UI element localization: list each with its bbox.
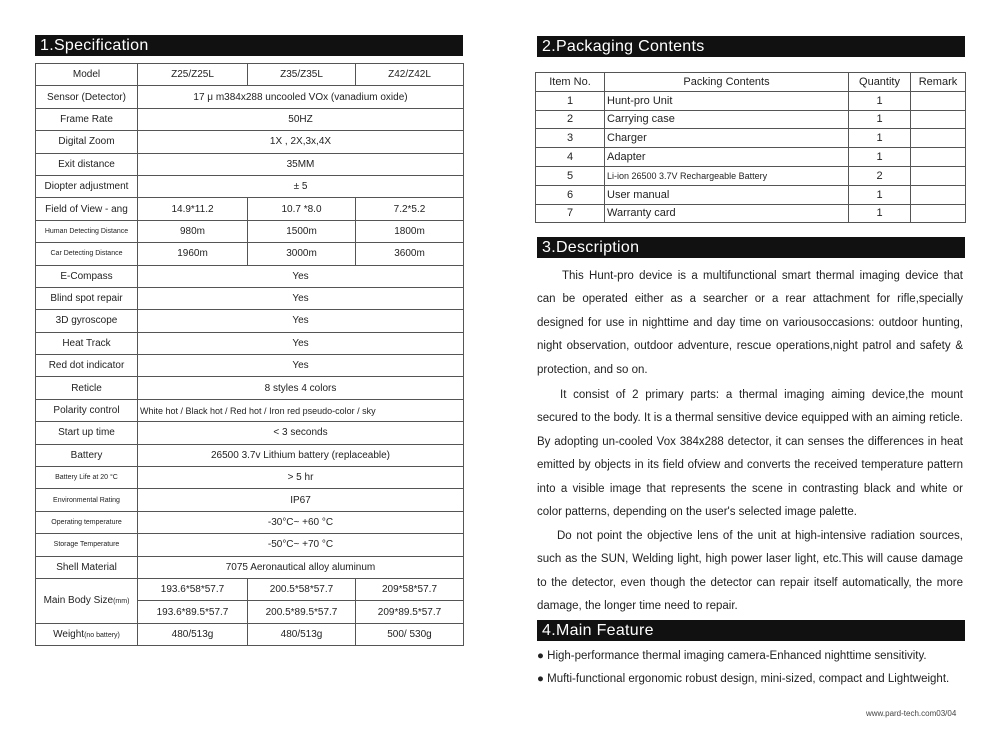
spec-value: Yes <box>138 265 464 287</box>
table-row <box>36 243 464 265</box>
spec-label: Diopter adjustment <box>36 175 138 197</box>
spec-label: Operating temperature <box>36 511 138 533</box>
spec-label: Digital Zoom <box>36 131 138 153</box>
spec-label: Exit distance <box>36 153 138 175</box>
description-paragraph: This Hunt-pro device is a multifunctional smart thermal imaging device that can be operated either as a searcher or a rear attachment for rifle,specially designed for use in nighttime and day time on variousoccasions: outdoor hunting, night observation, outdoor adventure, rescue operations,night patrol and safety & protection, and so on. <box>537 270 963 376</box>
table-row <box>36 64 464 86</box>
spec-label: Storage Temperature <box>36 534 138 556</box>
table-row <box>536 204 966 223</box>
spec-value: 500/ 530g <box>356 623 464 645</box>
table-row <box>536 73 966 92</box>
spec-value: 26500 3.7v Lithium battery (replaceable) <box>138 444 464 466</box>
item-no: 7 <box>536 204 605 223</box>
table-row <box>36 287 464 309</box>
weight-unit: (no battery) <box>84 631 120 639</box>
spec-label: Model <box>36 64 138 86</box>
item-qty: 1 <box>849 129 911 148</box>
item-no: 6 <box>536 185 605 204</box>
spec-label <box>36 578 138 623</box>
table-row <box>36 444 464 466</box>
spec-value: Yes <box>138 332 464 354</box>
description-paragraph: Do not point the objective lens of the unit at high-intensive radiation sources, such as the SUN, Welding light, high power laser light, etc.This will cause damage to the detector, even though the detector can repair itself automatically, the more damage, the longer time need to repair. <box>537 530 963 613</box>
spec-label: Shell Material <box>36 556 138 578</box>
spec-value: 1X , 2X,3x,4X <box>138 131 464 153</box>
item-no: 3 <box>536 129 605 148</box>
spec-label: Sensor (Detector) <box>36 86 138 108</box>
item-qty: 1 <box>849 91 911 110</box>
spec-value: 980m <box>138 220 248 242</box>
size-label: Main Body Size <box>43 595 114 607</box>
spec-label: Red dot indicator <box>36 355 138 377</box>
item-qty: 1 <box>849 204 911 223</box>
spec-value: > 5 hr <box>138 467 464 489</box>
spec-value: -30°C~ +60 °C <box>138 511 464 533</box>
weight-label: Weight <box>53 628 85 640</box>
features-section-title: 4.Main Feature <box>537 620 965 641</box>
spec-value: White hot / Black hot / Red hot / Iron red pseudo-color / sky <box>138 399 464 421</box>
table-row <box>36 534 464 556</box>
spec-value: 7075 Aeronautical alloy aluminum <box>138 556 464 578</box>
table-row <box>536 91 966 110</box>
table-row <box>36 310 464 332</box>
spec-label: Polarity control <box>36 399 138 421</box>
spec-value: 35MM <box>138 153 464 175</box>
spec-value: IP67 <box>138 489 464 511</box>
table-row <box>36 578 464 600</box>
item-qty: 1 <box>849 110 911 129</box>
spec-label: Car Detecting Distance <box>36 243 138 265</box>
table-row <box>36 377 464 399</box>
list-item: ● High-performance thermal imaging camera-Enhanced nighttime sensitivity. <box>537 650 927 662</box>
spec-label: E-Compass <box>36 265 138 287</box>
spec-value: 10.7 *8.0 <box>248 198 356 220</box>
item-qty: 2 <box>849 166 911 185</box>
spec-value: -50°C~ +70 °C <box>138 534 464 556</box>
table-row <box>36 467 464 489</box>
item-name: Hunt-pro Unit <box>605 91 849 110</box>
spec-value: 7.2*5.2 <box>356 198 464 220</box>
spec-value: 209*89.5*57.7 <box>356 601 464 623</box>
spec-label: Battery <box>36 444 138 466</box>
table-row <box>36 265 464 287</box>
spec-value: 480/513g <box>248 623 356 645</box>
spec-value: Yes <box>138 355 464 377</box>
spec-label: Human Detecting Distance <box>36 220 138 242</box>
item-no: 1 <box>536 91 605 110</box>
spec-value: 209*58*57.7 <box>356 578 464 600</box>
spec-label: Battery Life at 20 °C <box>36 467 138 489</box>
table-row <box>536 148 966 167</box>
table-row <box>36 175 464 197</box>
table-row <box>36 131 464 153</box>
table-row <box>36 355 464 377</box>
packing-header: Packing Contents <box>605 73 849 92</box>
item-no: 4 <box>536 148 605 167</box>
size-unit: (mm) <box>113 598 130 606</box>
spec-label: Start up time <box>36 422 138 444</box>
spec-value: 200.5*58*57.7 <box>248 578 356 600</box>
spec-model: Z35/Z35L <box>248 64 356 86</box>
spec-label <box>36 623 138 645</box>
spec-value: 480/513g <box>138 623 248 645</box>
spec-label: Frame Rate <box>36 108 138 130</box>
spec-value: 14.9*11.2 <box>138 198 248 220</box>
table-row <box>36 399 464 421</box>
spec-value: 193.6*89.5*57.7 <box>138 601 248 623</box>
spec-value: Yes <box>138 310 464 332</box>
item-name: Warranty card <box>605 204 849 223</box>
spec-label: Heat Track <box>36 332 138 354</box>
item-qty: 1 <box>849 185 911 204</box>
table-row <box>36 332 464 354</box>
description-paragraph: It consist of 2 primary parts: a thermal imaging aiming device,the mount secured to the body. It is a thermal sensitive device equipped with an aiming reticle. By adopting un-cooled Vox 384x288 detector, it can senses the differences in heat emitted by objects in its field ofview and converts the received temperature pattern into a visible image that represents the scene in contrasting black and white or color patterns, depending on the user's selected image palette. <box>537 389 963 519</box>
item-name: Li-ion 26500 3.7V Rechargeable Battery <box>605 166 849 185</box>
packing-header: Quantity <box>849 73 911 92</box>
spec-value: 50HZ <box>138 108 464 130</box>
item-remark <box>911 148 966 167</box>
item-name: Charger <box>605 129 849 148</box>
packing-header: Remark <box>911 73 966 92</box>
table-row <box>36 108 464 130</box>
item-name: Adapter <box>605 148 849 167</box>
item-remark <box>911 204 966 223</box>
spec-value: 1500m <box>248 220 356 242</box>
packing-section-title: 2.Packaging Contents <box>537 36 965 57</box>
table-row <box>36 511 464 533</box>
spec-value: 8 styles 4 colors <box>138 377 464 399</box>
description-section-title: 3.Description <box>537 237 965 258</box>
item-remark <box>911 185 966 204</box>
item-remark <box>911 91 966 110</box>
table-row <box>536 166 966 185</box>
table-row <box>536 110 966 129</box>
table-row <box>36 489 464 511</box>
spec-label: Field of View - ang <box>36 198 138 220</box>
item-remark <box>911 166 966 185</box>
feature-list <box>537 645 965 691</box>
table-row <box>36 623 464 645</box>
spec-model: Z42/Z42L <box>356 64 464 86</box>
item-remark <box>911 129 966 148</box>
item-name: Carrying case <box>605 110 849 129</box>
table-row <box>536 129 966 148</box>
spec-value: 1800m <box>356 220 464 242</box>
spec-value: Yes <box>138 287 464 309</box>
item-no: 2 <box>536 110 605 129</box>
spec-value: 193.6*58*57.7 <box>138 578 248 600</box>
spec-section-title: 1.Specification <box>35 35 463 56</box>
table-row <box>36 86 464 108</box>
spec-label: Blind spot repair <box>36 287 138 309</box>
packing-header: Item No. <box>536 73 605 92</box>
spec-value: ± 5 <box>138 175 464 197</box>
page-footer: www.pard-tech.com03/04 <box>866 709 957 718</box>
spec-value: 1960m <box>138 243 248 265</box>
item-no: 5 <box>536 166 605 185</box>
table-row <box>36 198 464 220</box>
list-item: ● Mufti-functional ergonomic robust design, mini-sized, compact and Lightweight. <box>537 673 950 685</box>
spec-label: 3D gyroscope <box>36 310 138 332</box>
spec-table <box>35 63 464 646</box>
table-row <box>36 153 464 175</box>
table-row <box>536 185 966 204</box>
spec-model: Z25/Z25L <box>138 64 248 86</box>
spec-value: < 3 seconds <box>138 422 464 444</box>
table-row <box>36 422 464 444</box>
spec-value: 3600m <box>356 243 464 265</box>
spec-value: 3000m <box>248 243 356 265</box>
spec-label: Environmental Rating <box>36 489 138 511</box>
item-name: User manual <box>605 185 849 204</box>
packing-table <box>535 72 966 223</box>
table-row <box>36 220 464 242</box>
table-row <box>36 556 464 578</box>
spec-value: 200.5*89.5*57.7 <box>248 601 356 623</box>
item-qty: 1 <box>849 148 911 167</box>
item-remark <box>911 110 966 129</box>
spec-value: 17 μ m384x288 uncooled VOx (vanadium oxide) <box>138 86 464 108</box>
spec-label: Reticle <box>36 377 138 399</box>
